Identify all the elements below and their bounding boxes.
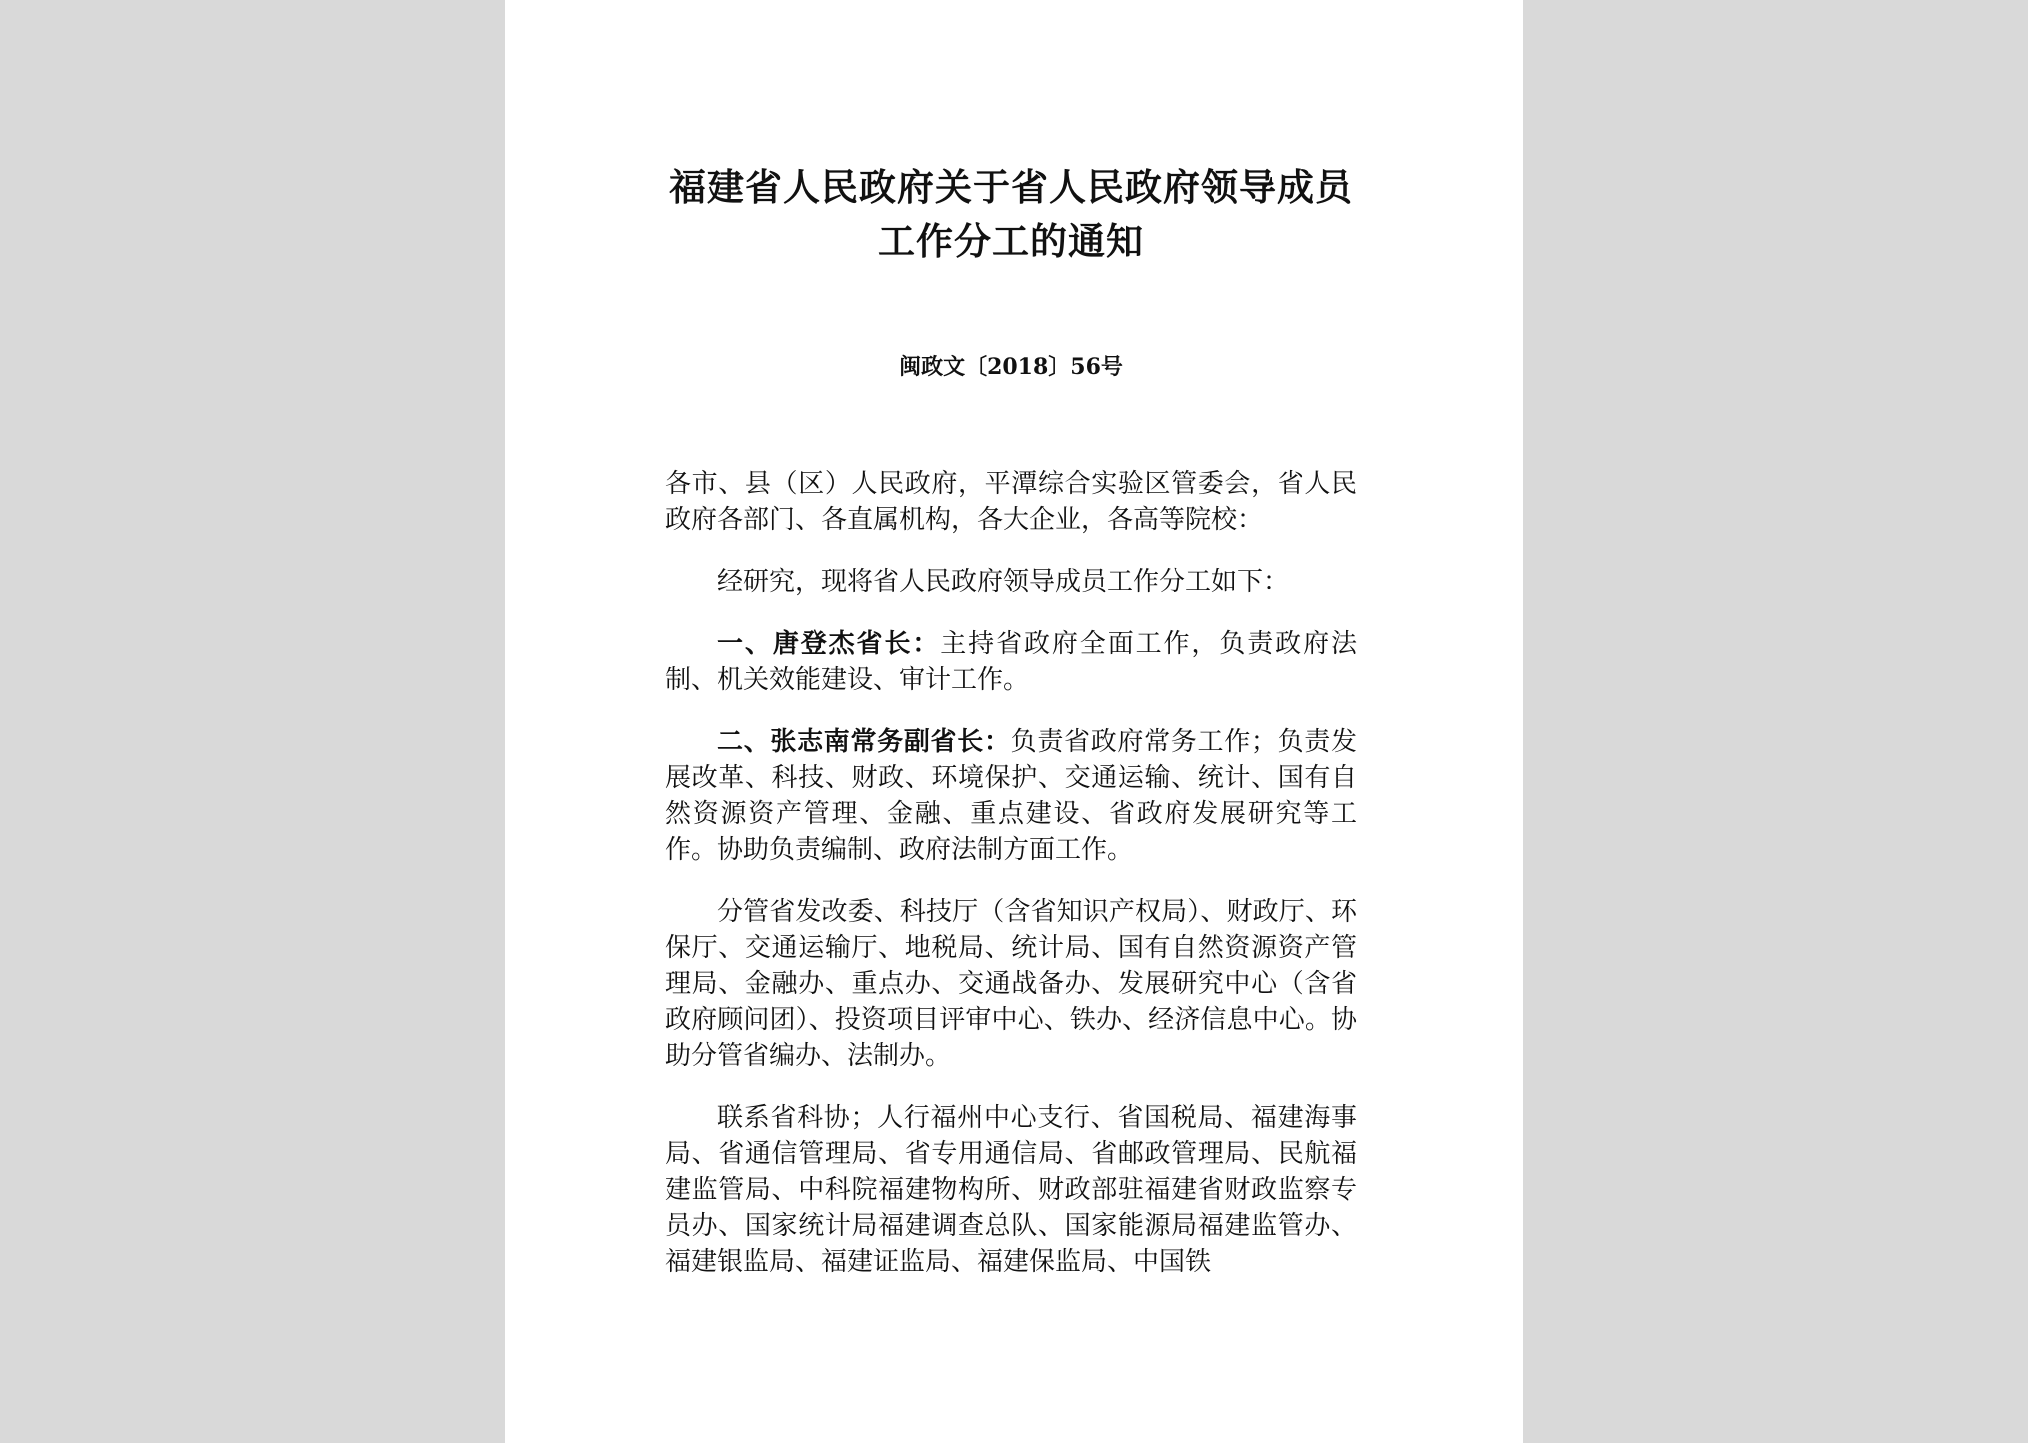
section-2-heading: 二、张志南常务副省长： [717,727,1011,757]
section-2-paragraph [665,724,1357,868]
section-2-manages-paragraph: 分管省发改委、科技厅（含省知识产权局）、财政厅、环保厅、交通运输厅、地税局、统计局、国有自然资源资产管理局、金融办、重点办、交通战备办、发展研究中心（含省政府顾问团）、投资项目评审中心、铁办、经济信息中心。协助分管省编办、法制办。 [665,897,1357,1071]
section-2-text: 负责省政府常务工作；负责发展改革、科技、财政、环境保护、交通运输、统计、国有自然资源资产管理、金融、重点建设、省政府发展研究等工作。协助负责编制、政府法制方面工作。 [665,727,1357,865]
title-line-1: 福建省人民政府关于省人民政府领导成员 [669,165,1353,209]
document-body [665,466,1357,1280]
section-2-liaison-paragraph: 联系省科协；人行福州中心支行、省国税局、福建海事局、省通信管理局、省专用通信局、省邮政管理局、民航福建监管局、中科院福建物构所、财政部驻福建省财政监察专员办、国家统计局福建调查总队、国家能源局福建监管办、福建银监局、福建证监局、福建保监局、中国铁 [665,1103,1357,1277]
document-page [505,0,1523,1443]
title-line-2: 工作分工的通知 [878,219,1144,263]
document-title [665,160,1357,268]
section-1-paragraph [665,626,1357,698]
document-content [665,160,1357,1306]
document-number: 闽政文〔2018〕56号 [899,354,1123,380]
section-1-text: 主持省政府全面工作，负责政府法制、机关效能建设、审计工作。 [665,629,1357,695]
salutation-paragraph: 各市、县（区）人民政府，平潭综合实验区管委会，省人民政府各部门、各直属机构，各大企业，各高等院校： [665,469,1357,535]
intro-paragraph: 经研究，现将省人民政府领导成员工作分工如下： [717,567,1290,597]
section-1-heading: 一、唐登杰省长： [717,629,941,659]
